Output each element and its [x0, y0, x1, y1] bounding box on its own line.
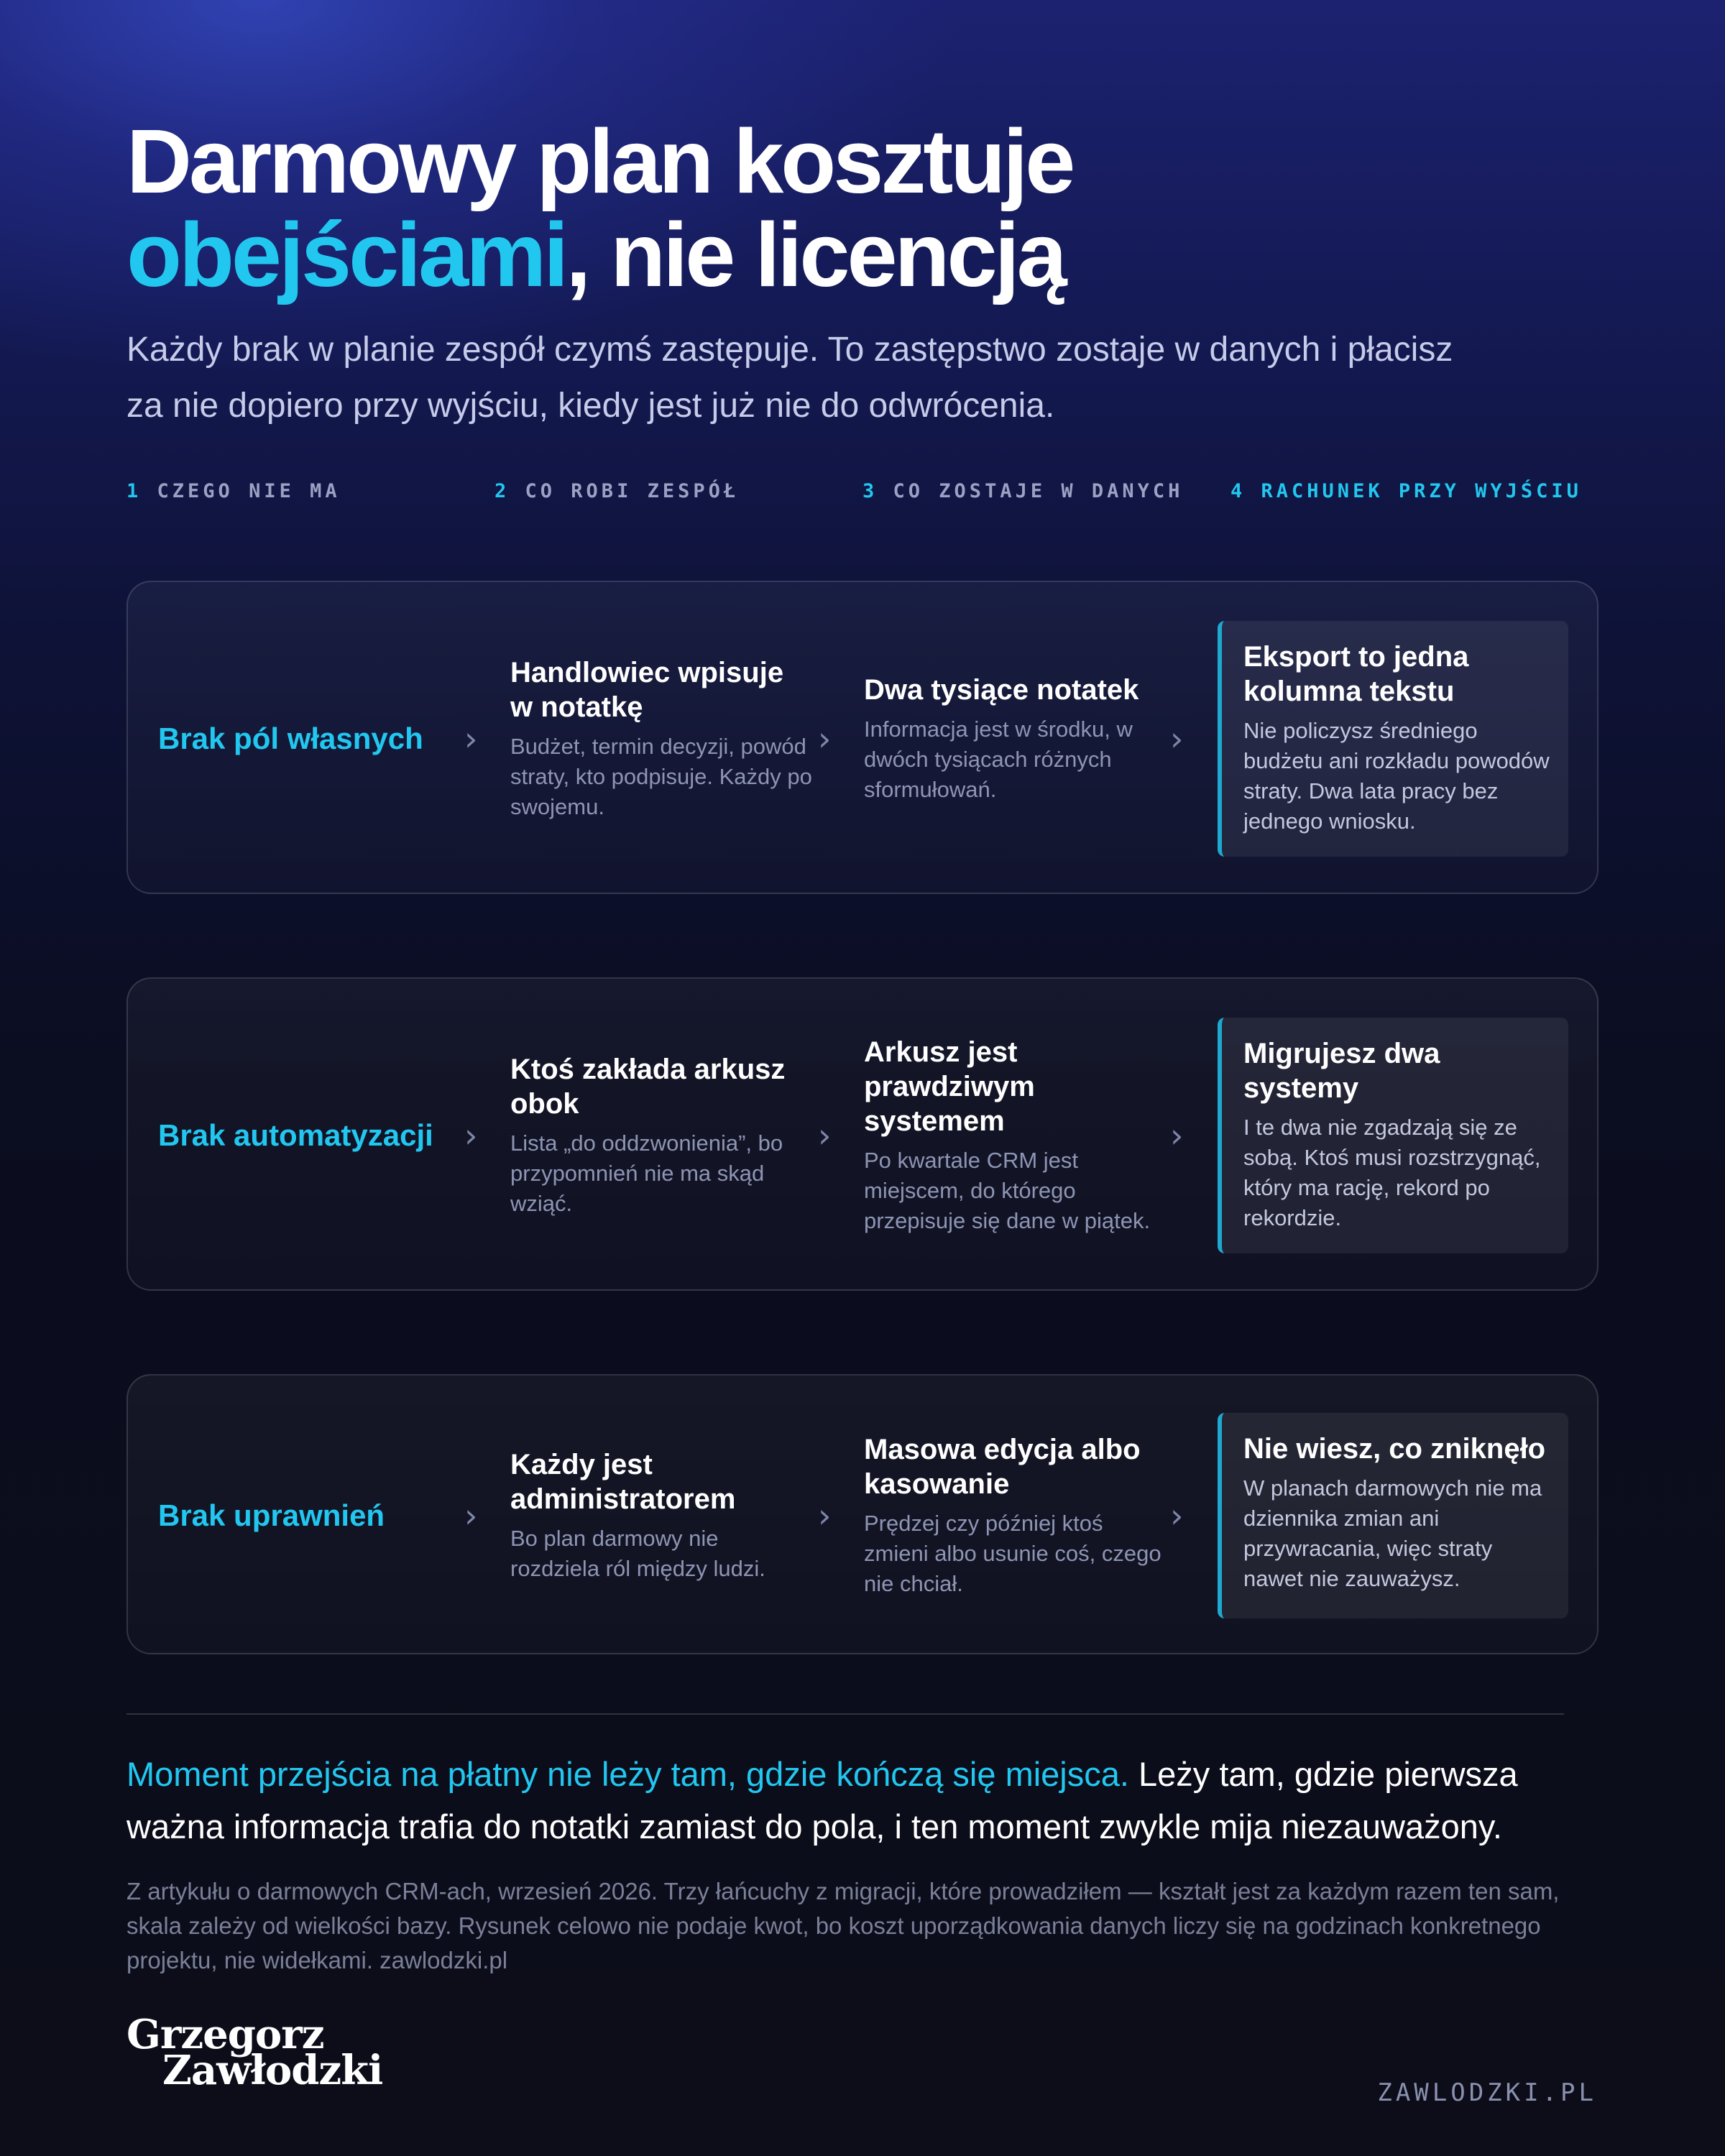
source-note: Z artykułu o darmowych CRM-ach, wrzesień 2026. Trzy łańcuchy z migracji, które prowadziłem — kształt jest za każdym razem ten sam, skala zależy od wielkości bazy. Rysunek celowo nie podaje kwot, bo koszt uporządkowania danych liczy się na godzinach konkretnego projektu, nie widełkami. zawlodzki.pl [126, 1878, 1560, 1973]
chain-card-custom-fields [126, 581, 1598, 894]
chevron-right-icon: › [1170, 1116, 1184, 1155]
chain-action [510, 1447, 812, 1584]
chain-data [864, 673, 1166, 805]
chevron-right-icon: › [464, 719, 478, 758]
action-title: Każdy jest administratorem [510, 1449, 736, 1515]
result-text: Nie policzysz średniego budżetu ani rozkładu powodów straty. Dwa lata pracy bez jednego wniosku. [1243, 718, 1550, 834]
chevron-right-icon: › [818, 1116, 832, 1155]
chain-result [1218, 621, 1568, 857]
chain-data [864, 1035, 1166, 1236]
chevron-right-icon: › [464, 1116, 478, 1155]
chevron-right-icon: › [464, 1496, 478, 1535]
action-text: Lista „do oddzwonienia”, bo przypomnień nie ma skąd wziąć. [510, 1130, 783, 1216]
chain-result [1218, 1018, 1568, 1253]
chain-label: Brak uprawnień [158, 1498, 385, 1532]
chain-label: Brak automatyzacji [158, 1118, 433, 1152]
chain-action [510, 655, 812, 822]
step-4-number: 4 [1230, 480, 1246, 502]
step-1-number: 1 [126, 480, 142, 502]
chain-card-automation [126, 977, 1598, 1291]
step-2-label: CO ROBI ZESPÓŁ [525, 480, 740, 502]
result-text: W planach darmowych nie ma dziennika zmian ani przywracania, więc straty nawet nie zauważysz. [1243, 1475, 1542, 1591]
step-1 [126, 480, 341, 502]
chevron-right-icon: › [1170, 1496, 1184, 1535]
chain-action [510, 1052, 812, 1219]
step-3-label: CO ZOSTAJE W DANYCH [893, 480, 1184, 502]
chevron-right-icon: › [818, 719, 832, 758]
author-logo [126, 2011, 383, 2094]
step-3 [862, 480, 1183, 502]
chain-card-permissions [126, 1374, 1598, 1654]
step-2-number: 2 [494, 480, 510, 502]
conclusion-rest: Leży tam, gdzie pierwsza ważna informacja trafia do notatki zamiast do pola, i ten moment zwykle mija niezauważony. [126, 1755, 1518, 1846]
title-highlight: obejściami [126, 204, 566, 305]
data-text: Po kwartale CRM jest miejscem, do którego przepisuje się dane w piątek. [864, 1148, 1151, 1233]
site-url: ZAWLODZKI.PL [1377, 2078, 1597, 2107]
step-4 [1230, 480, 1582, 502]
step-4-label: RACHUNEK PRZY WYJŚCIU [1261, 480, 1582, 502]
action-title: Ktoś zakłada arkusz obok [510, 1054, 786, 1120]
data-title: Dwa tysiące notatek [864, 674, 1139, 706]
result-title: Eksport to jedna kolumna tekstu [1243, 641, 1469, 707]
result-title: Migrujesz dwa systemy [1243, 1038, 1440, 1104]
logo-line-2: Zawłodzki [162, 2047, 383, 2094]
step-2 [494, 480, 739, 502]
action-title: Handlowiec wpisuje w notatkę [510, 657, 784, 723]
step-3-number: 3 [862, 480, 878, 502]
result-title: Nie wiesz, co zniknęło [1243, 1433, 1546, 1465]
chain-label: Brak pól własnych [158, 722, 423, 755]
conclusion-highlight: Moment przejścia na płatny nie leży tam, gdzie kończą się miejsca. [126, 1755, 1129, 1793]
chevron-right-icon: › [1170, 719, 1184, 758]
data-text: Prędzej czy później ktoś zmieni albo usunie coś, czego nie chciał. [864, 1511, 1162, 1596]
divider [126, 1713, 1564, 1715]
result-text: I te dwa nie zgadzają się ze sobą. Ktoś musi rozstrzygnąć, który ma rację, rekord po rekordzie. [1243, 1115, 1541, 1230]
step-1-label: CZEGO NIE MA [157, 480, 341, 502]
action-text: Budżet, termin decyzji, powód straty, kto podpisuje. Każdy po swojemu. [510, 734, 812, 819]
conclusion [126, 1748, 1571, 1853]
title-line-1: Darmowy plan kosztuje [126, 111, 1073, 212]
data-title: Masowa edycja albo kasowanie [864, 1434, 1141, 1500]
data-text: Informacja jest w środku, w dwóch tysiącach różnych sformułowań. [864, 717, 1133, 802]
steps-header [126, 480, 1598, 506]
subtitle: Każdy brak w planie zespół czymś zastępuje. To zastępstwo zostaje w danych i płacisz za nie dopiero przy wyjściu, kiedy jest już nie do odwrócenia. [126, 331, 1453, 425]
logo-line-1: Grzegorz [126, 2011, 324, 2058]
chain-data [864, 1432, 1166, 1599]
chevron-right-icon: › [818, 1496, 832, 1535]
chain-result [1218, 1413, 1568, 1618]
title-rest: , nie licencją [566, 204, 1064, 305]
data-title: Arkusz jest prawdziwym systemem [864, 1036, 1035, 1137]
action-text: Bo plan darmowy nie rozdziela ról między ludzi. [510, 1526, 765, 1581]
page-title [126, 111, 1492, 305]
